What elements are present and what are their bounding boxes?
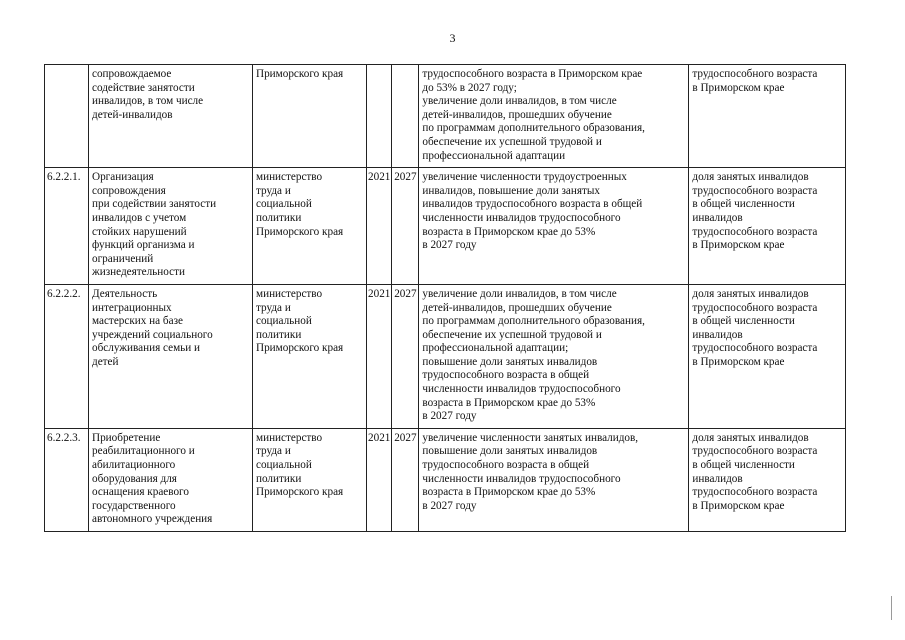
cell-indicator-line: в общей численности	[692, 198, 795, 211]
cell-indicator-line: инвалидов	[692, 472, 743, 485]
cell-measure-name-line: мастерских на базе	[92, 315, 183, 328]
cell-indicator-line: в Приморском крае	[692, 355, 785, 368]
cell-expected-result-line: обеспечение их успешной трудовой и	[422, 328, 602, 341]
cell-indicator-line: инвалидов	[692, 211, 743, 224]
cell-indicator	[689, 168, 846, 285]
cell-expected-result-line: численности инвалидов трудоспособного	[422, 383, 621, 396]
cell-indicator-line: трудоспособного возраста	[692, 445, 818, 458]
cell-year-start-text: 2021	[368, 171, 391, 184]
cell-expected-result-line: профессиональной адаптации;	[422, 342, 569, 355]
table-row	[45, 284, 846, 428]
cell-measure-name-line: оборудования для	[92, 472, 177, 485]
cell-number-text: 6.2.2.2.	[47, 287, 81, 300]
cell-expected-result-line: численности инвалидов трудоспособного	[422, 472, 621, 485]
cell-expected-result-line: трудоспособного возраста в общей	[422, 459, 590, 472]
cell-measure-name-line: Организация	[92, 171, 154, 184]
page-number: 3	[449, 31, 456, 45]
cell-year-end	[392, 168, 419, 285]
cell-measure-name-line: инвалидов, в том числе	[92, 95, 204, 108]
cell-expected-result-line: увеличение численности занятых инвалидов,	[422, 431, 639, 444]
cell-measure-name-line: автономного учреждения	[92, 513, 213, 526]
cell-expected-result-line: профессиональной адаптации	[422, 149, 566, 162]
cell-measure-name-line: функций организма и	[92, 239, 195, 252]
cell-number	[45, 428, 89, 531]
cell-indicator-line: доля занятых инвалидов	[692, 287, 809, 300]
cell-measure-name-line: Приобретение	[92, 431, 161, 444]
cell-expected-result	[419, 65, 689, 168]
cell-expected-result-line: по программам дополнительного образования,	[422, 122, 645, 135]
cell-number	[45, 65, 89, 168]
cell-expected-result-line: увеличение численности трудоустроенных	[422, 171, 627, 184]
cell-indicator-line: в общей численности	[692, 459, 795, 472]
cell-year-start-text: 2021	[368, 287, 391, 300]
cell-expected-result-line: инвалидов трудоспособного возраста в общей	[422, 198, 643, 211]
cell-indicator	[689, 428, 846, 531]
cell-measure-name-line: ограничений	[92, 252, 154, 265]
cell-expected-result	[419, 284, 689, 428]
cell-year-end	[392, 65, 419, 168]
cell-measure-name	[89, 284, 253, 428]
cell-measure-name-line: интеграционных	[92, 301, 172, 314]
cell-executor-line: труда и	[256, 445, 291, 458]
cell-measure-name-line: сопровождаемое	[92, 68, 172, 80]
cell-expected-result-line: трудоспособного возраста в Приморском крае	[422, 68, 643, 80]
cell-measure-name-line: инвалидов с учетом	[92, 211, 187, 224]
cell-number	[45, 168, 89, 285]
cell-measure-name-line: содействие занятости	[92, 81, 195, 94]
cell-year-end-text: 2027	[394, 171, 417, 184]
cell-measure-name-line: Деятельность	[92, 287, 158, 300]
cell-executor-line: министерство	[256, 287, 323, 300]
cell-expected-result-line: повышение доли занятых инвалидов	[422, 445, 598, 458]
cell-executor-line: Приморского края	[256, 68, 344, 80]
measures-table	[44, 64, 846, 532]
cell-measure-name-line: обслуживания семьи и	[92, 342, 201, 355]
cell-expected-result-line: в 2027 году	[422, 239, 477, 252]
cell-year-start	[367, 284, 392, 428]
cell-indicator	[689, 65, 846, 168]
cell-year-end-text: 2027	[394, 287, 417, 300]
cell-executor-line: труда и	[256, 301, 291, 314]
table-row	[45, 65, 846, 168]
cell-measure-name-line: оснащения краевого	[92, 486, 189, 499]
cell-measure-name-line: детей-инвалидов	[92, 108, 173, 121]
cell-expected-result-line: увеличение доли инвалидов, в том числе	[422, 95, 617, 108]
scan-edge-mark	[891, 596, 892, 620]
cell-number	[45, 284, 89, 428]
cell-expected-result-line: инвалидов, повышение доли занятых	[422, 184, 600, 197]
cell-executor-line: министерство	[256, 171, 323, 184]
cell-executor-line: политики	[256, 472, 302, 485]
cell-expected-result-line: численности инвалидов трудоспособного	[422, 211, 621, 224]
cell-measure-name	[89, 65, 253, 168]
cell-executor-line: труда и	[256, 184, 291, 197]
cell-indicator-line: в Приморском крае	[692, 239, 785, 252]
cell-expected-result-line: трудоспособного возраста в общей	[422, 369, 590, 382]
cell-indicator-line: трудоспособного возраста	[692, 342, 818, 355]
cell-executor-line: Приморского края	[256, 486, 344, 499]
cell-executor	[253, 65, 367, 168]
cell-indicator-line: трудоспособного возраста	[692, 301, 818, 314]
cell-executor-line: социальной	[256, 315, 312, 328]
cell-executor	[253, 168, 367, 285]
cell-expected-result	[419, 428, 689, 531]
cell-indicator	[689, 284, 846, 428]
cell-executor-line: политики	[256, 211, 302, 224]
cell-year-start	[367, 65, 392, 168]
cell-measure-name-line: учреждений социального	[92, 328, 213, 341]
table-row	[45, 168, 846, 285]
cell-expected-result	[419, 168, 689, 285]
cell-executor-line: министерство	[256, 431, 323, 444]
cell-expected-result-line: увеличение доли инвалидов, в том числе	[422, 287, 617, 300]
cell-indicator-line: трудоспособного возраста	[692, 68, 818, 80]
cell-executor-line: политики	[256, 328, 302, 341]
cell-executor-line: Приморского края	[256, 225, 344, 238]
cell-executor-line: социальной	[256, 459, 312, 472]
table-body	[45, 65, 846, 532]
cell-indicator-line: в Приморском крае	[692, 81, 785, 94]
cell-expected-result-line: возраста в Приморском крае до 53%	[422, 225, 596, 238]
cell-measure-name-line: при содействии занятости	[92, 198, 217, 211]
cell-expected-result-line: детей-инвалидов, прошедших обучение	[422, 108, 612, 121]
cell-measure-name-line: стойких нарушений	[92, 225, 187, 238]
cell-executor-line: Приморского края	[256, 342, 344, 355]
cell-executor-line: социальной	[256, 198, 312, 211]
cell-expected-result-line: до 53% в 2027 году;	[422, 81, 517, 94]
cell-expected-result-line: по программам дополнительного образования,	[422, 315, 645, 328]
cell-indicator-line: доля занятых инвалидов	[692, 431, 809, 444]
cell-measure-name	[89, 168, 253, 285]
cell-measure-name-line: реабилитационного и	[92, 445, 195, 458]
cell-executor	[253, 284, 367, 428]
cell-measure-name-line: абилитационного	[92, 459, 176, 472]
cell-expected-result-line: в 2027 году	[422, 410, 477, 423]
cell-indicator-line: инвалидов	[692, 328, 743, 341]
cell-expected-result-line: возраста в Приморском крае до 53%	[422, 396, 596, 409]
cell-number-text: 6.2.2.1.	[47, 171, 81, 184]
cell-year-end-text: 2027	[394, 431, 417, 444]
cell-indicator-line: трудоспособного возраста	[692, 486, 818, 499]
cell-executor	[253, 428, 367, 531]
cell-indicator-line: доля занятых инвалидов	[692, 171, 809, 184]
table-row	[45, 428, 846, 531]
cell-expected-result-line: возраста в Приморском крае до 53%	[422, 486, 596, 499]
cell-indicator-line: в общей численности	[692, 315, 795, 328]
cell-expected-result-line: повышение доли занятых инвалидов	[422, 355, 598, 368]
cell-measure-name	[89, 428, 253, 531]
cell-expected-result-line: детей-инвалидов, прошедших обучение	[422, 301, 612, 314]
cell-year-start	[367, 168, 392, 285]
cell-year-end	[392, 428, 419, 531]
cell-number-text: 6.2.2.3.	[47, 431, 81, 444]
cell-year-start-text: 2021	[368, 431, 391, 444]
cell-expected-result-line: в 2027 году	[422, 499, 477, 512]
cell-indicator-line: в Приморском крае	[692, 499, 785, 512]
cell-year-end	[392, 284, 419, 428]
cell-indicator-line: трудоспособного возраста	[692, 184, 818, 197]
cell-measure-name-line: жизнедеятельности	[92, 266, 185, 279]
cell-year-start	[367, 428, 392, 531]
cell-measure-name-line: государственного	[92, 499, 176, 512]
cell-indicator-line: трудоспособного возраста	[692, 225, 818, 238]
cell-measure-name-line: детей	[92, 355, 119, 368]
cell-expected-result-line: обеспечение их успешной трудовой и	[422, 135, 602, 148]
cell-measure-name-line: сопровождения	[92, 184, 166, 197]
